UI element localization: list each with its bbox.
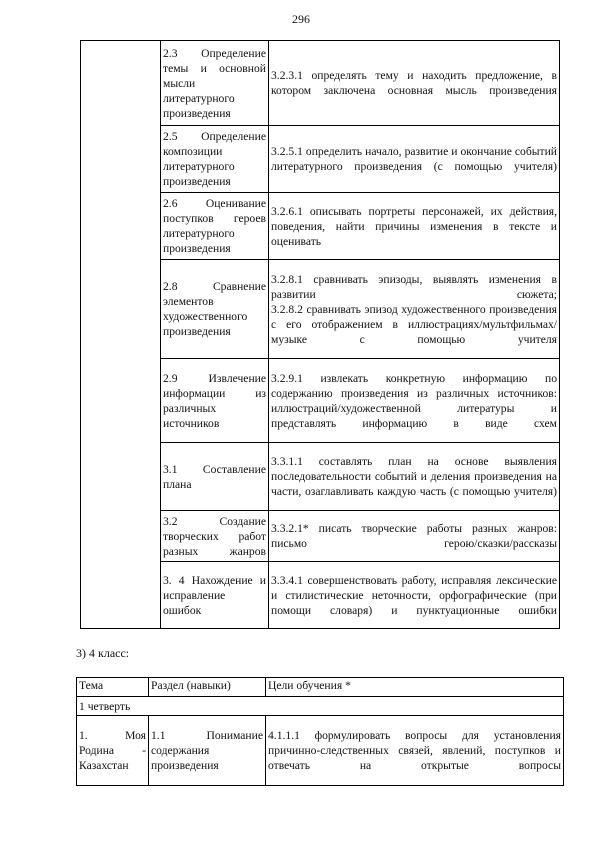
table-header-row: [77, 678, 564, 697]
topic-cell-empty: [81, 41, 161, 629]
section-cell: 2.9 Извлечение информации из различных источников: [161, 359, 269, 443]
goal-cell: 3.2.3.1 определять тему и находить предложение, в котором заключена основная мысль произведения: [269, 41, 560, 126]
section-cell: 2.8 Сравнение элементов художественного произведения: [161, 260, 269, 359]
page-number: 296: [292, 12, 310, 26]
goal-cell: 3.3.4.1 совершенствовать работу, исправляя лексические и стилистические неточности, орфографические (при помощи словаря) и пунктуационные ошибки: [269, 562, 560, 629]
goal-cell: 3.2.5.1 определить начало, развитие и окончание событий литературного произведения (с помощью учителя): [269, 126, 560, 193]
goal-cell: 3.2.9.1 извлекать конкретную информацию по содержанию произведения из различных источников: иллюстраций/художественной литературы и представлять информацию в виде схем: [269, 359, 560, 443]
goal-cell: 3.2.8.1 сравнивать эпизоды, выявлять изменения в развитии сюжета; 3.2.8.2 сравнивать эпизод художественного произведения с его отображением в иллюстрациях/мультфильмах/музыке с помощью учителя: [269, 260, 560, 359]
quarter-row: [77, 697, 564, 716]
section-cell: 2.3 Определение темы и основной мысли литературного произведения: [161, 41, 269, 126]
quarter-label: 1 четверть: [77, 697, 564, 716]
learning-goals-table-grade-3: [80, 40, 560, 629]
header-section: Раздел (навыки): [149, 678, 266, 697]
goal-cell: 3.2.6.1 описывать портреты персонажей, их действия, поведения, найти причины изменения в тексте и оценивать: [269, 193, 560, 260]
learning-goals-table-grade-4: [76, 677, 564, 786]
table-row: [81, 41, 560, 126]
section-cell: 1.1 Понимание содержания произведения: [149, 716, 266, 786]
goal-cell: 4.1.1.1 формулировать вопросы для установления причинно-следственных связей, явлений, поступков и отвечать на открытые вопросы: [266, 716, 564, 786]
topic-cell: 1. Моя Родина - Казахстан: [77, 716, 149, 786]
table-row: [77, 716, 564, 786]
section-cell: 2.6 Оценивание поступков героев литературного произведения: [161, 193, 269, 260]
goal-cell: 3.3.1.1 составлять план на основе выявления последовательности событий и деления произведения на части, озаглавливать каждую часть (с помощью учителя): [269, 443, 560, 511]
section-cell: 2.5 Определение композиции литературного произведения: [161, 126, 269, 193]
grade-heading: 3) 4 класс:: [76, 646, 130, 660]
header-goals: Цели обучения *: [266, 678, 564, 697]
header-topic: Тема: [77, 678, 149, 697]
section-cell: 3. 4 Нахождение и исправление ошибок: [161, 562, 269, 629]
section-cell: 3.2 Создание творческих работ разных жанров: [161, 511, 269, 562]
section-cell: 3.1 Составление плана: [161, 443, 269, 511]
goal-cell: 3.3.2.1* писать творческие работы разных жанров: письмо герою/сказки/рассказы: [269, 511, 560, 562]
